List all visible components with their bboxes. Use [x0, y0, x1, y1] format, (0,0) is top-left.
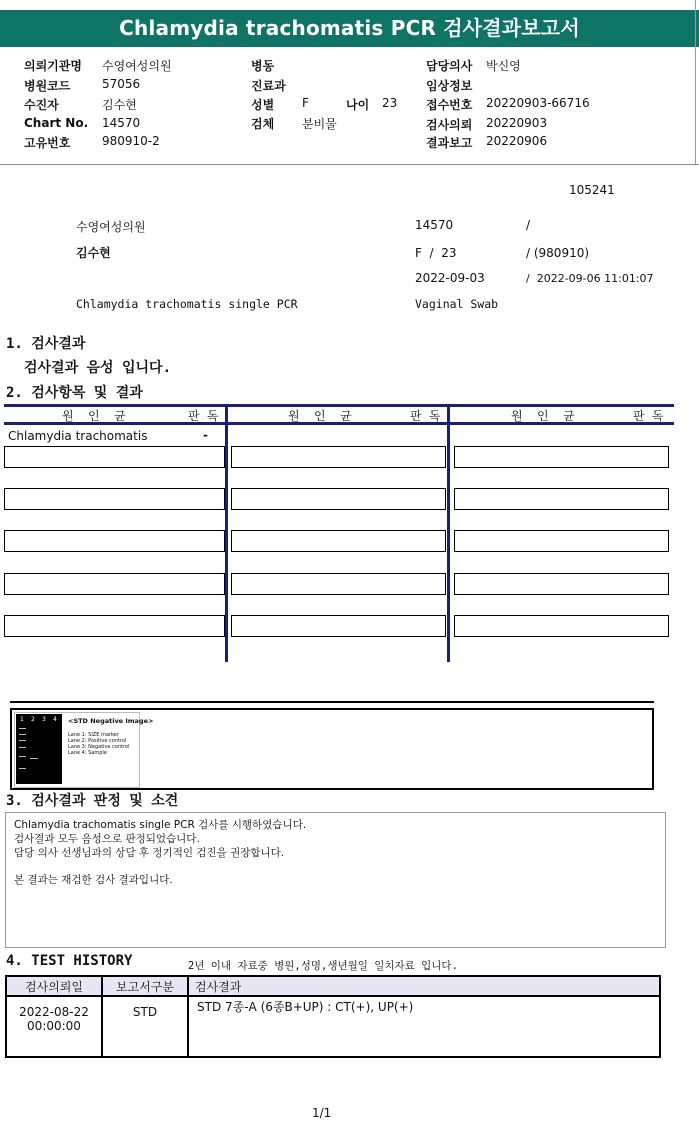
result-cell: [4, 573, 225, 595]
label-clinical-info: 임상정보: [426, 79, 473, 93]
report-code: 105241: [569, 183, 615, 197]
gel-lane-1: 1: [20, 716, 24, 723]
history-header-row: [6, 976, 660, 996]
history-result: STD 7종-A (6종B+UP) : CT(+), UP(+): [188, 996, 660, 1057]
result-cell: [454, 573, 669, 595]
value-request-date: 20220903: [486, 116, 548, 130]
label-specimen: 검체: [251, 117, 275, 131]
summary-slash: /: [526, 218, 531, 232]
header-border-right: [695, 0, 696, 164]
value-receipt-no: 20220903-66716: [486, 96, 590, 110]
finding-line-1: Chlamydia trachomatis single PCR 검사를 시행하였습니다.: [14, 819, 307, 831]
col-pathogen-1: 원 인 균: [62, 409, 126, 423]
summary-date-report: / 2022-09-06 11:01:07: [526, 272, 654, 285]
history-row: [6, 996, 660, 1057]
finding-line-3: 담당 의사 선생님과의 상담 후 정기적인 검진을 권장합니다.: [14, 847, 285, 859]
result-cell: [454, 615, 669, 637]
value-doctor: 박신영: [486, 59, 521, 73]
label-dept: 진료과: [251, 79, 286, 93]
page-number: 1/1: [312, 1106, 332, 1120]
findings-box: [5, 812, 666, 948]
col-pathogen-2: 원 인 균: [288, 409, 352, 423]
label-age: 나이: [346, 98, 370, 112]
finding-line-2: 검사결과 모두 음성으로 판정되었습니다.: [14, 833, 200, 845]
result-cell: [231, 488, 446, 510]
summary-birth: / (980910): [526, 246, 590, 260]
summary-clinic: 수영여성의원: [76, 220, 146, 234]
gel-photo: [16, 714, 62, 784]
result-cell: [454, 530, 669, 552]
col-pathogen-3: 원 인 균: [511, 409, 575, 423]
value-clinic: 수영여성의원: [102, 59, 172, 73]
label-chart-no: Chart No.: [24, 116, 89, 130]
gel-legend-4: Lane 4: Sample: [68, 750, 107, 756]
image-top-rule: [10, 701, 654, 703]
section1-result: 검사결과 음성 입니다.: [24, 360, 172, 376]
summary-sex-age: F / 23: [415, 246, 457, 260]
summary-chart: 14570: [415, 218, 454, 232]
finding-line-5: 본 결과는 재검한 검사 결과입니다.: [14, 874, 173, 886]
value-hospital-code: 57056: [102, 77, 141, 91]
result-cell: [231, 573, 446, 595]
results-col-divider-1: [225, 407, 228, 662]
gel-lane-3: 3: [42, 716, 46, 723]
label-request-date: 검사의뢰: [426, 118, 473, 132]
label-sex: 성별: [251, 98, 275, 112]
history-table: [5, 975, 661, 1058]
result-cell: [454, 446, 669, 468]
section4-title: 4. TEST HISTORY: [6, 953, 133, 969]
gel-legend-2: Lane 2: Positive control: [68, 738, 127, 744]
result-item-name: Chlamydia trachomatis: [8, 429, 148, 443]
summary-specimen: Vaginal Swab: [415, 297, 499, 311]
history-col-result: 검사결과: [188, 976, 660, 996]
section1-title: 1. 검사결과: [6, 336, 86, 352]
history-col-date: 검사의뢰일: [6, 976, 102, 996]
col-judge-3: 판 독: [633, 409, 664, 423]
gel-title: <STD Negative Image>: [68, 717, 154, 725]
value-sex: F: [302, 96, 309, 110]
value-unique-no: 980910-2: [102, 134, 160, 148]
history-date-cell: [6, 996, 102, 1057]
result-cell: [231, 530, 446, 552]
label-report-date: 결과보고: [426, 136, 473, 150]
col-judge-1: 판 독: [188, 409, 219, 423]
history-date: 2022-08-22: [19, 1005, 89, 1019]
value-chart-no: 14570: [102, 116, 141, 130]
result-cell: [4, 530, 225, 552]
value-age: 23: [382, 96, 398, 110]
label-clinic: 의뢰기관명: [24, 59, 82, 73]
value-patient: 김수현: [102, 98, 137, 112]
result-cell: [231, 446, 446, 468]
result-cell: [4, 488, 225, 510]
col-judge-2: 판 독: [410, 409, 441, 423]
result-cell: [4, 615, 225, 637]
label-unique-no: 고유번호: [24, 136, 71, 150]
section2-title: 2. 검사항목 및 결과: [6, 385, 143, 401]
result-cell: [454, 488, 669, 510]
label-patient: 수진자: [24, 98, 59, 112]
gel-legend-3: Lane 3: Negative control: [68, 744, 130, 750]
summary-name: 김수현: [76, 246, 111, 260]
label-doctor: 담당의사: [426, 59, 473, 73]
gel-legend-1: Lane 1: SIZE marker: [68, 732, 119, 738]
gel-lane-2: 2: [31, 716, 35, 723]
history-time: 00:00:00: [27, 1019, 81, 1033]
results-col-divider-2: [447, 407, 450, 662]
label-ward: 병동: [251, 59, 275, 73]
label-hospital-code: 병원코드: [24, 79, 71, 93]
result-cell: [4, 446, 225, 468]
history-note: 2년 이내 자료중 병원,성명,생년월일 일치자료 입니다.: [188, 960, 458, 972]
history-col-type: 보고서구분: [102, 976, 188, 996]
value-specimen: 분비물: [302, 117, 337, 131]
result-item-value: -: [203, 428, 208, 442]
history-type: STD: [102, 996, 188, 1057]
summary-test-name: Chlamydia trachomatis single PCR: [76, 297, 298, 311]
section3-title: 3. 검사결과 판정 및 소견: [6, 793, 179, 809]
value-report-date: 20220906: [486, 134, 548, 148]
summary-date-request: 2022-09-03: [415, 271, 485, 285]
report-title: Chlamydia trachomatis PCR 검사결과보고서: [0, 10, 699, 47]
result-cell: [231, 615, 446, 637]
label-receipt-no: 접수번호: [426, 98, 473, 112]
gel-lane-4: 4: [53, 716, 57, 723]
header-divider: [0, 164, 699, 165]
